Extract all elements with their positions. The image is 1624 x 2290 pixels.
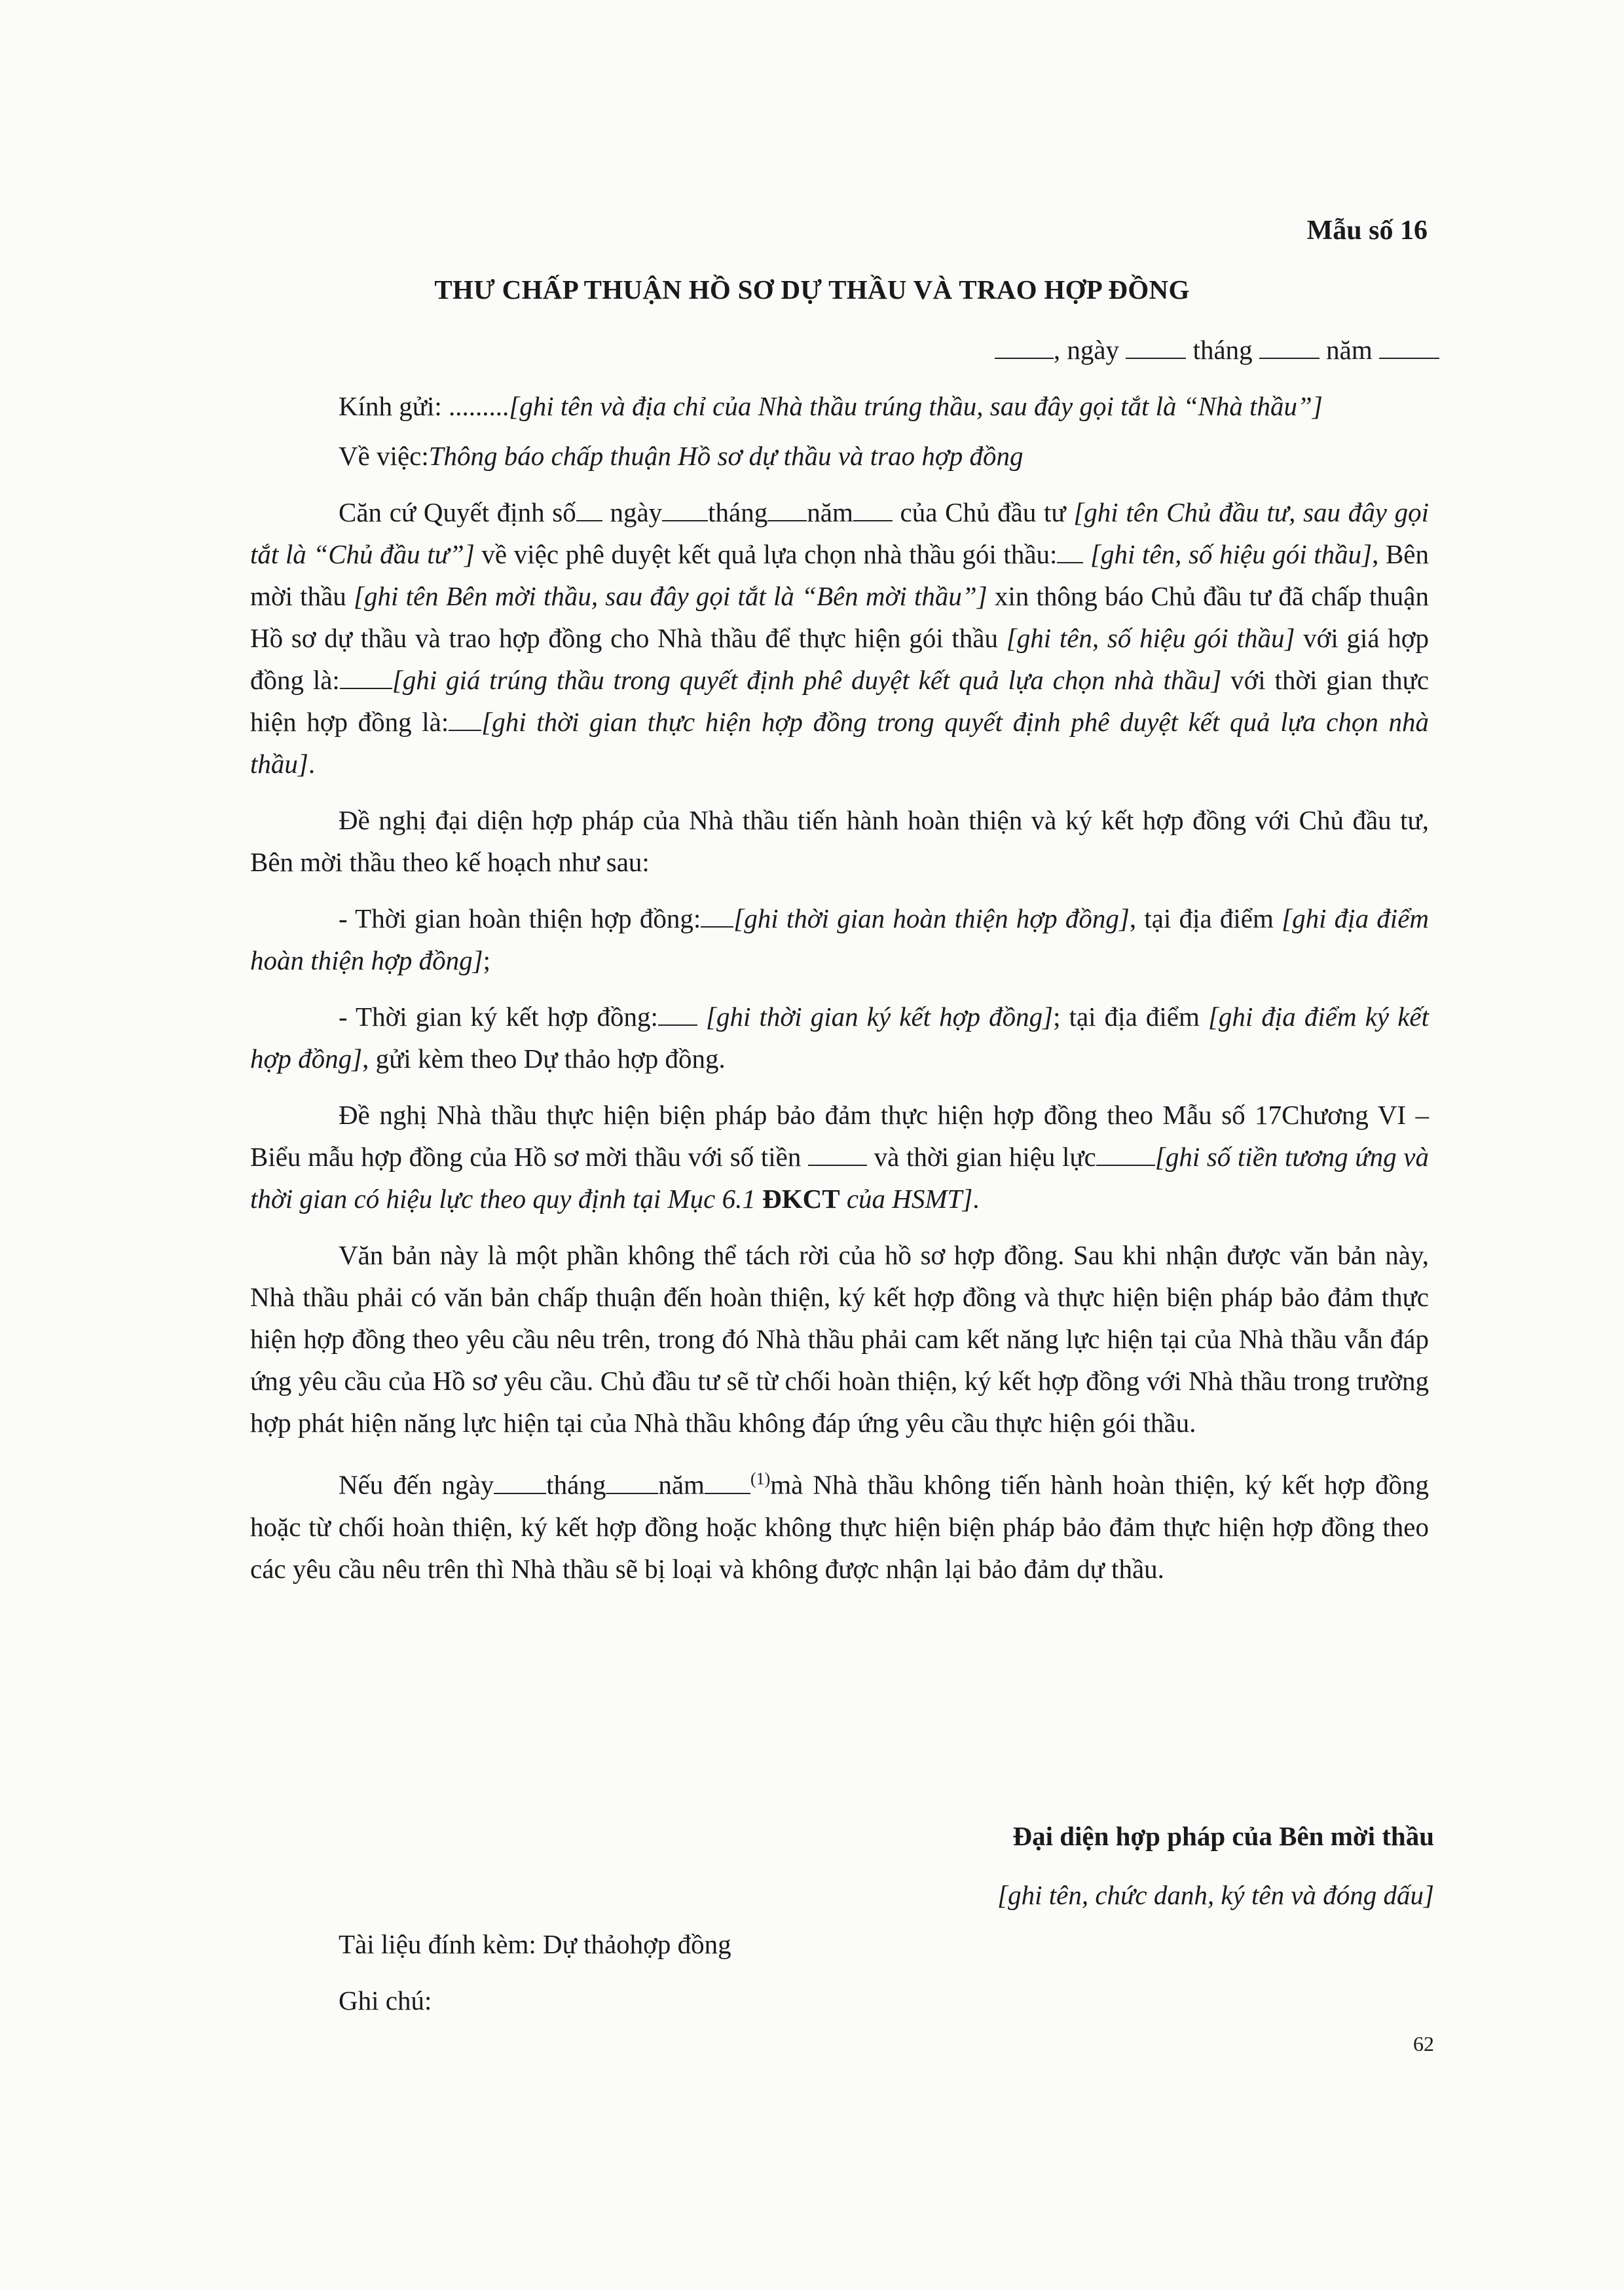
recipient-line <box>250 385 1429 427</box>
blank <box>853 498 893 521</box>
letter-body <box>250 385 1429 1604</box>
dateline-nam: năm <box>1326 335 1373 365</box>
p1-text: Căn cứ Quyết định số <box>339 497 576 527</box>
blank <box>494 1471 546 1494</box>
b2-text: - Thời gian ký kết hợp đồng: <box>339 1002 658 1032</box>
subject-label: Về việc: <box>339 441 429 471</box>
paragraph-request: Đề nghị đại diện hợp pháp của Nhà thầu tiến hành hoàn thiện và ký kết hợp đồng với Chủ đầu tư, Bên mời thầu theo kế hoạch như sau: <box>250 805 1429 877</box>
b2-placeholder: [ghi thời gian ký kết hợp đồng] <box>697 1002 1054 1032</box>
p5-text: mà Nhà thầu không tiến hành hoàn thiện, ký kết hợp đồng hoặc từ chối hoàn thiện, ký kết hợp đồng hoặc không thực hiện biện pháp bảo đảm thực hiện hợp đồng theo các yêu cầu nêu trên thì Nhà thầu sẽ bị loại và không được nhận lại bảo đảm dự thầu. <box>250 1469 1429 1584</box>
blank <box>705 1471 750 1494</box>
signature-title: Đại diện hợp pháp của Bên mời thầu <box>1012 1821 1434 1851</box>
p1-text: năm <box>807 497 853 527</box>
attachments <box>339 1916 731 2029</box>
p1-placeholder: [ghi tên, số hiệu gói thầu] <box>1006 623 1295 653</box>
document-title: THƯ CHẤP THUẬN HỒ SƠ DỰ THẦU VÀ TRAO HỢP ĐỒNG <box>434 274 1190 305</box>
form-number: Mẫu số 16 <box>1306 216 1428 246</box>
blank <box>662 498 708 521</box>
signature-note: [ghi tên, chức danh, ký tên và đóng dấu] <box>997 1880 1434 1910</box>
p5-text: tháng <box>546 1469 606 1500</box>
blank <box>1057 540 1083 563</box>
dateline-ngay: , ngày <box>1053 335 1120 365</box>
dateline <box>995 334 1439 366</box>
bullet-finalize <box>250 897 1429 981</box>
p1-text: tháng <box>708 497 768 527</box>
b1-text: , tại địa điểm <box>1129 903 1282 933</box>
b1-text: - Thời gian hoàn thiện hợp đồng: <box>339 903 701 933</box>
attachments-label: Tài liệu đính kèm: Dự thảohợp đồng <box>339 1929 731 1959</box>
p1-text: về việc phê duyệt kết quả lựa chọn nhà thầu gói thầu: <box>474 539 1058 569</box>
page-number: 62 <box>1413 2032 1434 2055</box>
blank <box>658 1002 697 1026</box>
p5-text: năm <box>658 1469 705 1500</box>
blank <box>449 707 481 731</box>
blank <box>606 1471 658 1494</box>
p1-placeholder: [ghi thời gian thực hiện hợp đồng trong quyết định phê duyệt kết quả lựa chọn nhà thầu] <box>250 707 1430 779</box>
b1-text: ; <box>483 945 490 975</box>
blank-place <box>995 335 1054 359</box>
p1-text: với thời gian thực hiện hợp đồng là: <box>250 665 1430 737</box>
signature-block <box>779 1807 1434 1924</box>
recipient-label: Kính gửi: ......... <box>339 391 509 421</box>
recipient-placeholder: [ghi tên và địa chỉ của Nhà thầu trúng thầu, sau đây gọi tắt là “Nhà thầu”] <box>509 391 1323 421</box>
blank <box>1096 1142 1155 1166</box>
p3-bold: ĐKCT <box>762 1184 840 1214</box>
blank <box>767 498 807 521</box>
blank-month <box>1259 335 1320 359</box>
p1-text: . <box>308 749 316 779</box>
b1-placeholder: [ghi địa điểm hoàn thiện hợp đồng] <box>250 903 1430 975</box>
blank-year <box>1379 335 1439 359</box>
p3-text: và thời gian hiệu lực <box>867 1142 1096 1172</box>
notes-label: Ghi chú: <box>339 1985 432 2016</box>
p1-text: ngày <box>610 497 663 527</box>
p3-text: . <box>972 1184 980 1214</box>
blank-day <box>1126 335 1186 359</box>
paragraph-deadline <box>250 1458 1429 1590</box>
p5-text: Nếu đến ngày <box>339 1469 494 1500</box>
p1-placeholder: [ghi tên Chủ đầu tư, sau đây gọi tắt là “Chủ đầu tư”] <box>250 497 1429 569</box>
blank <box>701 904 733 928</box>
p1-placeholder: [ghi giá trúng thầu trong quyết định phê duyệt kết quả lựa chọn nhà thầu] <box>392 665 1222 695</box>
footnote-ref: (1) <box>750 1469 771 1488</box>
p1-text: của Chủ đầu tư <box>900 497 1074 527</box>
p3-placeholder: [ghi số tiền tương ứng và thời gian có hiệu lực theo quy định tại Mục 6.1 <box>250 1142 1430 1214</box>
b1-placeholder: [ghi thời gian hoàn thiện hợp đồng] <box>733 903 1130 933</box>
dateline-thang: tháng <box>1192 335 1253 365</box>
subject-text: Thông báo chấp thuận Hồ sơ dự thầu và trao hợp đồng <box>428 441 1024 471</box>
p1-placeholder: [ghi tên, số hiệu gói thầu] <box>1083 539 1373 569</box>
p1-text: , Bên mời thầu <box>250 539 1429 611</box>
paragraph-guarantee <box>250 1094 1429 1220</box>
p3-placeholder: của HSMT] <box>840 1184 973 1214</box>
p1-text: với giá hợp đồng là: <box>250 623 1429 695</box>
bullet-sign <box>250 996 1429 1079</box>
b2-text: ; tại địa điểm <box>1053 1002 1208 1032</box>
blank <box>576 498 602 521</box>
blank <box>340 666 392 689</box>
paragraph-decision <box>250 491 1429 785</box>
b2-text: , gửi kèm theo Dự thảo hợp đồng. <box>362 1043 726 1074</box>
p3-text: Đề nghị Nhà thầu thực hiện biện pháp bảo đảm thực hiện hợp đồng theo Mẫu số 17Chương VI – Biểu mẫu hợp đồng của Hồ sơ mời thầu với số tiền <box>250 1100 1429 1172</box>
paragraph-binding: Văn bản này là một phần không thể tách rời của hồ sơ hợp đồng. Sau khi nhận được văn bản này, Nhà thầu phải có văn bản chấp thuận đến hoàn thiện, ký kết hợp đồng và thực hiện biện pháp bảo đảm thực hiện hợp đồng theo yêu cầu nêu trên, trong đó Nhà thầu phải cam kết năng lực hiện tại của Nhà thầu vẫn đáp ứng yêu cầu của Hồ sơ yêu cầu. Chủ đầu tư sẽ từ chối hoàn thiện, ký kết hợp đồng với Nhà thầu trong trường hợp phát hiện năng lực hiện tại của Nhà thầu không đáp ứng yêu cầu thực hiện gói thầu. <box>250 1240 1429 1438</box>
blank <box>808 1142 867 1166</box>
p1-text: xin thông báo Chủ đầu tư đã chấp thuận Hồ sơ dự thầu và trao hợp đồng cho Nhà thầu để thực hiện gói thầu <box>250 581 1429 653</box>
subject-line <box>250 435 1429 477</box>
b2-placeholder: [ghi địa điểm ký kết hợp đồng] <box>250 1002 1430 1074</box>
p1-placeholder: [ghi tên Bên mời thầu, sau đây gọi tắt là “Bên mời thầu”] <box>354 581 987 611</box>
